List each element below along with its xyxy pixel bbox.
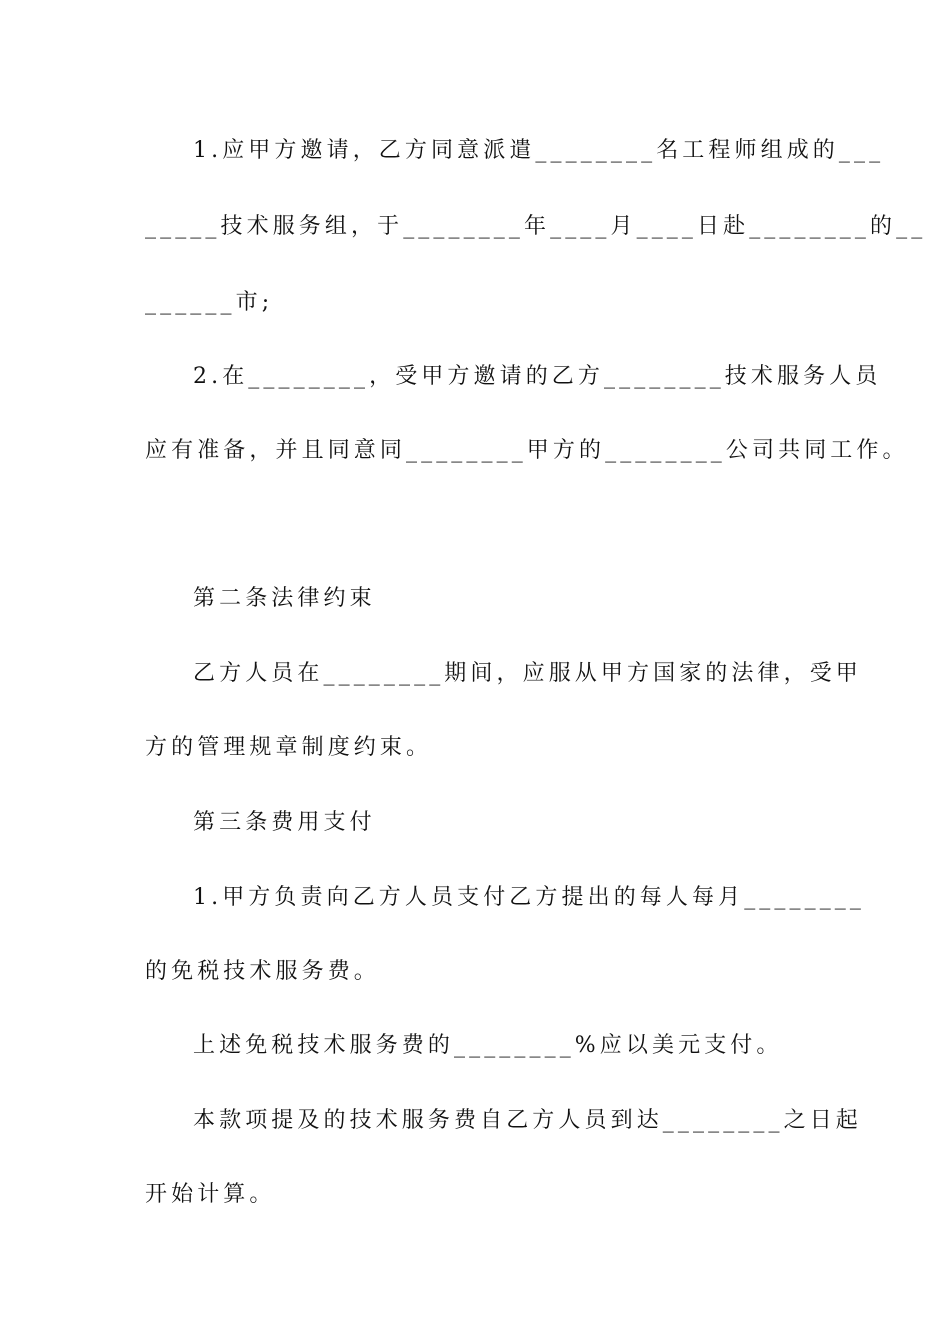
clause-3-1-line-2: 的免税技术服务费。: [145, 959, 380, 984]
clause-3-1-start-line-1: 本款项提及的技术服务费自乙方人员到达________之日起: [193, 1108, 862, 1133]
clause-3-1-start-line-2: 开始计算。: [145, 1182, 276, 1207]
article-3-heading: 第三条费用支付: [193, 810, 376, 835]
article-2-body-line-1: 乙方人员在________期间，应服从甲方国家的法律，受甲: [193, 661, 862, 686]
clause-3-1-line-1: 1.甲方负责向乙方人员支付乙方提出的每人每月________: [193, 885, 865, 910]
clause-3-1-usd-note: 上述免税技术服务费的________%应以美元支付。: [193, 1033, 783, 1058]
article-2-heading: 第二条法律约束: [193, 586, 376, 611]
clause-1-1-line-3: ______市;: [145, 290, 274, 315]
article-2-body-line-2: 方的管理规章制度约束。: [145, 735, 433, 760]
clause-1-2-line-2: 应有准备，并且同意同________甲方的________公司共同工作。: [145, 438, 909, 463]
clause-1-2-line-1: 2.在________，受甲方邀请的乙方________技术服务人员: [193, 364, 882, 389]
clause-1-1-line-1: 1.应甲方邀请，乙方同意派遣________名工程师组成的___: [193, 138, 885, 163]
clause-1-1-line-2: _____技术服务组，于________年____月____日赴________的__: [145, 214, 927, 239]
